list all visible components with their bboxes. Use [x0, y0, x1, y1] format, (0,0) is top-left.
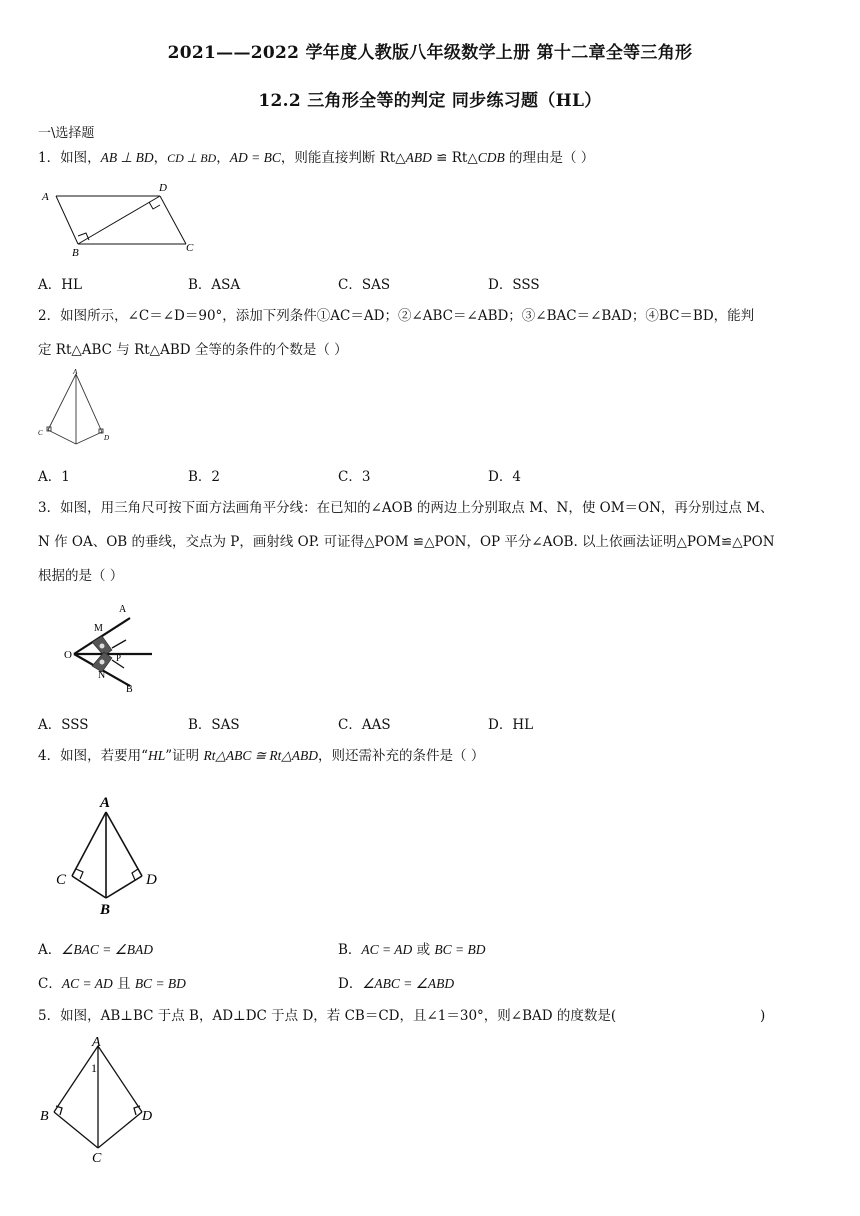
q4-label-c: C [56, 872, 67, 888]
q4-option-b-letter: B． [338, 942, 362, 958]
q2-option-d[interactable]: D．4 [488, 469, 521, 485]
q4-option-d-text: ∠ABC = ∠ABD [362, 976, 455, 991]
page-subtitle: 12.2 三角形全等的判定 同步练习题（HL） [258, 91, 602, 111]
q4-prefix: 4．如图，若要用“ [38, 748, 148, 764]
q1-sep-1: ， [153, 150, 168, 166]
q5-label-c: C [92, 1151, 102, 1164]
q3-label-m: M [94, 623, 103, 634]
q1-suffix: 的理由是（ ） [504, 150, 595, 166]
question-3-line-3: 根据的是（ ） [38, 568, 124, 584]
question-4 [38, 746, 484, 766]
q2-label-a: A [73, 368, 78, 376]
q5-label-a: A [92, 1035, 101, 1050]
q1-triangle-1: ABD [405, 150, 432, 165]
q1-condition-3: AD = BC [229, 150, 281, 165]
q1-sep-2: ， [216, 150, 230, 166]
q4-option-d-letter: D． [338, 976, 363, 992]
question-2-line-2: 定 Rt△ABC 与 Rt△ABD 全等的条件的个数是（ ） [38, 342, 348, 358]
page-title: 2021——2022 学年度人教版八年级数学上册 第十二章全等三角形 [167, 43, 693, 63]
q4-option-b[interactable] [338, 938, 486, 958]
q4-option-a-letter: A． [38, 942, 62, 958]
q4-suffix: ，则还需补充的条件是（ ） [318, 748, 485, 764]
q3-label-n: N [98, 670, 106, 681]
q4-label-a: A [100, 795, 111, 811]
q3-figure [58, 600, 163, 696]
q5-label-1: 1 [91, 1061, 97, 1075]
question-5-close: ) [760, 1008, 766, 1024]
q4-option-c-and: 且 [112, 976, 135, 992]
q4-option-c-second: BC = BD [134, 976, 186, 991]
q1-option-d[interactable]: D．SSS [488, 277, 540, 293]
q4-option-d[interactable] [338, 972, 454, 992]
q1-label-c: C [186, 242, 194, 254]
q1-label-a: A [42, 191, 49, 203]
section-heading: 一\选择题 [38, 126, 95, 141]
q1-congruent: ≌ Rt△ [431, 150, 478, 166]
q4-option-a-text: ∠BAC = ∠BAD [61, 942, 154, 957]
q2-option-b[interactable]: B．2 [188, 469, 221, 485]
q4-figure [44, 790, 178, 918]
q1-mid: ，则能直接判断 Rt△ [280, 150, 406, 166]
q1-option-b[interactable]: B．ASA [188, 277, 241, 293]
q3-option-a[interactable]: A．SSS [38, 717, 89, 733]
q4-hl: HL [148, 748, 166, 763]
q4-option-b-second: BC = BD [434, 942, 486, 957]
q3-label-a: A [119, 604, 127, 615]
question-2-line-1: 2．如图所示，∠C＝∠D＝90°，添加下列条件①AC＝AD；②∠ABC＝∠ABD；③∠BAC＝∠BAD；④BC＝BD，能判 [38, 308, 755, 324]
q3-label-b: B [126, 684, 133, 695]
q5-label-b: B [40, 1109, 49, 1124]
q4-label-b: B [100, 902, 111, 918]
q1-triangle-2: CDB [477, 150, 505, 165]
q4-option-c-first: AC = AD [61, 976, 113, 991]
q5-label-d: D [142, 1109, 153, 1124]
question-1 [38, 148, 594, 168]
q3-label-o: O [64, 649, 72, 661]
q4-option-c[interactable] [38, 972, 186, 992]
q2-option-a[interactable]: A．1 [38, 469, 70, 485]
q4-option-c-letter: C． [38, 976, 62, 992]
q4-option-b-first: AC = AD [361, 942, 413, 957]
q2-figure [32, 366, 122, 452]
q1-label-b: B [72, 247, 79, 259]
q3-option-b[interactable]: B．SAS [188, 717, 240, 733]
q4-statement: Rt△ABC ≅ Rt△ABD [203, 748, 319, 763]
q4-option-b-or: 或 [412, 942, 435, 958]
q1-option-c[interactable]: C．SAS [338, 277, 391, 293]
q4-mid: ”证明 [165, 748, 204, 764]
question-5: 5．如图，AB⊥BC 于点 B，AD⊥DC 于点 D，若 CB＝CD，且∠1＝30°，则∠BAD 的度数是( [38, 1008, 617, 1024]
q2-label-d: D [104, 434, 110, 442]
q4-label-d: D [146, 872, 157, 888]
q1-figure [38, 180, 208, 260]
q1-option-a[interactable]: A．HL [38, 277, 82, 293]
q2-option-c[interactable]: C．3 [338, 469, 371, 485]
q1-prefix: 1．如图， [38, 150, 101, 166]
q1-condition-2: CD ⊥ BD [167, 151, 217, 165]
question-3-line-1: 3．如图，用三角尺可按下面方法画角平分线：在已知的∠AOB 的两边上分别取点 M、N，使 OM＝ON，再分别过点 M、 [38, 500, 774, 516]
q1-condition-1: AB ⊥ BD [100, 150, 154, 165]
q3-option-c[interactable]: C．AAS [338, 717, 391, 733]
q3-option-d[interactable]: D．HL [488, 717, 534, 733]
q1-label-d: D [159, 182, 167, 194]
q3-label-p: P [116, 653, 122, 663]
q4-option-a[interactable] [38, 938, 153, 958]
question-3-line-2: N 作 OA、OB 的垂线，交点为 P，画射线 OP. 可证得△POM ≌△PON，OP 平分∠AOB. 以上依画法证明△POM≌△PON [38, 534, 775, 550]
q5-figure [34, 1034, 164, 1164]
q2-label-c: C [38, 429, 43, 437]
